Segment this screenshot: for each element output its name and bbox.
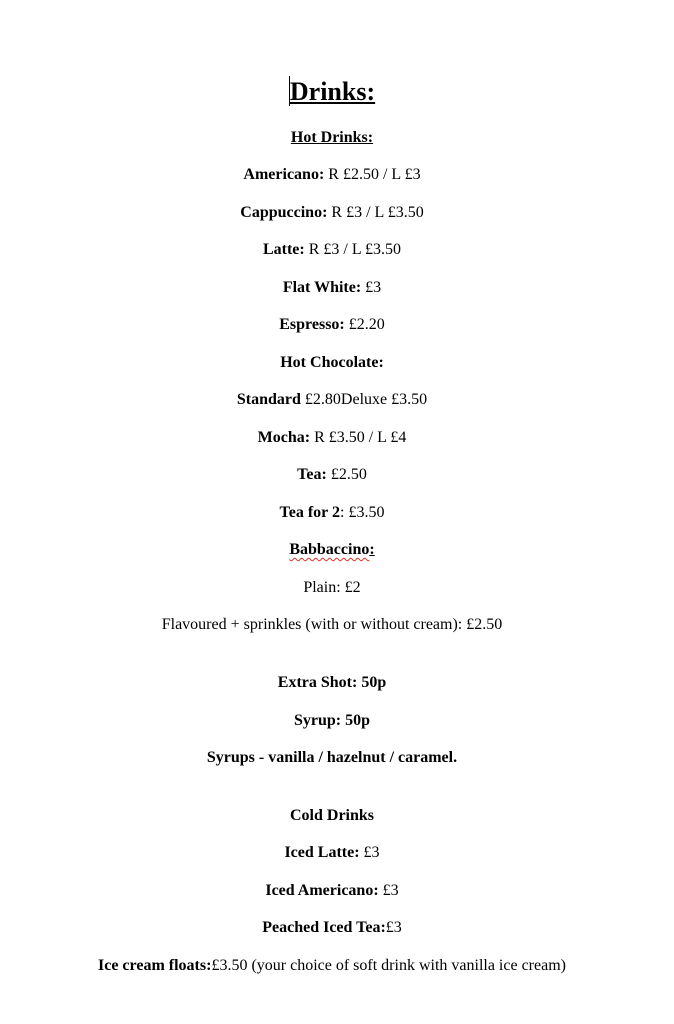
menu-item-espresso bbox=[0, 315, 664, 335]
extra-shot: Extra Shot: 50p bbox=[277, 674, 387, 691]
item-price: £3 bbox=[378, 882, 399, 899]
page-title: Drinks: bbox=[289, 77, 376, 106]
item-name: Ice cream floats: bbox=[98, 957, 212, 974]
menu-item-americano bbox=[0, 165, 664, 185]
menu-item-tea bbox=[0, 465, 664, 485]
menu-item-tea-for-2 bbox=[0, 503, 664, 523]
item-name: Flat White: bbox=[282, 279, 362, 296]
item-price: £2.50 bbox=[326, 466, 367, 483]
item-name: Tea: bbox=[297, 466, 327, 483]
babbaccino-plain: Plain: £2 bbox=[303, 579, 361, 596]
menu-item-mocha bbox=[0, 428, 664, 448]
item-name: Espresso: bbox=[279, 316, 345, 333]
item-name: Cappuccino: bbox=[240, 204, 328, 221]
item-price: £3.50 (your choice of soft drink with vanilla ice cream) bbox=[211, 957, 566, 974]
item-price: £3 bbox=[385, 919, 402, 936]
hot-drinks-heading: Hot Drinks: bbox=[290, 129, 374, 146]
item-name: Mocha: bbox=[257, 429, 311, 446]
item-price: R £3 / L £3.50 bbox=[327, 204, 424, 221]
syrup: Syrup: 50p bbox=[293, 712, 371, 729]
option-standard: Standard bbox=[236, 391, 301, 408]
item-price: £3 bbox=[359, 844, 380, 861]
item-price: R £3 / L £3.50 bbox=[304, 241, 402, 258]
menu-item-hot-chocolate: Hot Chocolate: bbox=[280, 354, 384, 371]
item-price: : £3.50 bbox=[340, 504, 385, 521]
babbaccino-flavoured: Flavoured + sprinkles (with or without cream): £2.50 bbox=[161, 616, 503, 633]
item-name: Tea for 2 bbox=[279, 504, 340, 521]
menu-item-latte bbox=[0, 240, 664, 260]
menu-item-cappuccino bbox=[0, 203, 664, 223]
item-name: Iced Latte: bbox=[284, 844, 360, 861]
menu-item-flat-white bbox=[0, 278, 664, 298]
item-name: Americano: bbox=[243, 166, 325, 183]
item-price: £2.20 bbox=[344, 316, 385, 333]
option-deluxe: Deluxe £3.50 bbox=[340, 391, 428, 408]
menu-item-iced-latte bbox=[0, 843, 664, 863]
misspelled-word: Babbaccino bbox=[289, 541, 370, 558]
item-price: £3 bbox=[361, 279, 382, 296]
item-price: R £2.50 / L £3 bbox=[324, 166, 421, 183]
menu-item-ice-cream-floats bbox=[0, 956, 664, 976]
item-name: Iced Americano: bbox=[265, 882, 379, 899]
hot-chocolate-options bbox=[0, 390, 664, 410]
syrup-flavours: Syrups - vanilla / hazelnut / caramel. bbox=[206, 749, 458, 766]
item-name: Peached Iced Tea: bbox=[262, 919, 386, 936]
menu-item-iced-americano bbox=[0, 881, 664, 901]
option-standard-price: £2.80 bbox=[300, 391, 341, 408]
menu-item-peached-iced-tea bbox=[0, 918, 664, 938]
item-name: Latte: bbox=[262, 241, 305, 258]
item-price: R £3.50 / L £4 bbox=[310, 429, 407, 446]
babbaccino-heading: Babbaccino: bbox=[289, 541, 375, 558]
cold-drinks-heading: Cold Drinks bbox=[289, 807, 375, 824]
